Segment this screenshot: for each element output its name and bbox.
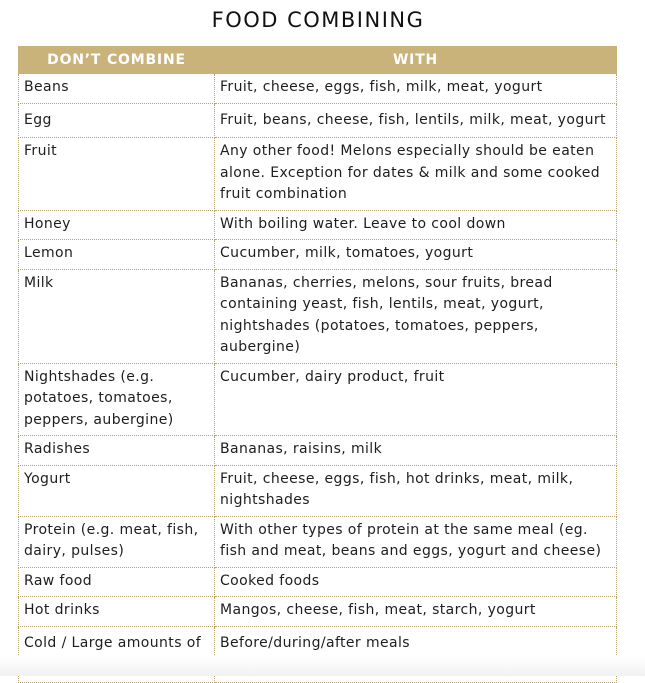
item-cell: Nightshades (e.g. potatoes, tomatoes, peppers, aubergine) bbox=[19, 363, 215, 436]
table-row bbox=[19, 240, 617, 270]
table-row bbox=[19, 363, 617, 436]
item-cell: Yogurt bbox=[19, 465, 215, 516]
table-row bbox=[19, 210, 617, 240]
with-cell: Fruit, cheese, eggs, fish, milk, meat, yogurt bbox=[215, 74, 617, 104]
with-cell: Cucumber, milk, tomatoes, yogurt bbox=[215, 240, 617, 270]
item-cell: Hot drinks bbox=[19, 597, 215, 627]
item-cell: Egg bbox=[19, 103, 215, 138]
food-combining-table bbox=[18, 46, 617, 683]
with-cell: Bananas, raisins, milk bbox=[215, 436, 617, 466]
with-cell: Cooked foods bbox=[215, 567, 617, 597]
item-cell: Milk bbox=[19, 269, 215, 363]
item-cell: Fruit bbox=[19, 138, 215, 211]
item-cell: Cold / Large amounts of bbox=[19, 626, 215, 682]
table-row bbox=[19, 138, 617, 211]
header-with: WITH bbox=[215, 47, 617, 74]
with-cell: Cucumber, dairy product, fruit bbox=[215, 363, 617, 436]
with-cell: With boiling water. Leave to cool down bbox=[215, 210, 617, 240]
table-row bbox=[19, 74, 617, 104]
table-header-row bbox=[19, 47, 617, 74]
table-row bbox=[19, 269, 617, 363]
table-row bbox=[19, 567, 617, 597]
page-title: FOOD COMBINING bbox=[211, 8, 425, 32]
with-cell: Fruit, beans, cheese, fish, lentils, milk, meat, yogurt bbox=[215, 103, 617, 138]
item-cell: Raw food bbox=[19, 567, 215, 597]
item-cell: Beans bbox=[19, 74, 215, 104]
item-cell: Radishes bbox=[19, 436, 215, 466]
item-cell: Protein (e.g. meat, fish, dairy, pulses) bbox=[19, 516, 215, 567]
table-row bbox=[19, 597, 617, 627]
with-cell: Before/during/after meals bbox=[215, 626, 617, 682]
with-cell: With other types of protein at the same meal (eg. fish and meat, beans and eggs, yogurt and cheese) bbox=[215, 516, 617, 567]
with-cell: Any other food! Melons especially should be eaten alone. Exception for dates & milk and some cooked fruit combination bbox=[215, 138, 617, 211]
with-cell: Mangos, cheese, fish, meat, starch, yogurt bbox=[215, 597, 617, 627]
table-row bbox=[19, 465, 617, 516]
table-row bbox=[19, 436, 617, 466]
table-row bbox=[19, 516, 617, 567]
page-bottom-shadow bbox=[0, 656, 645, 676]
with-cell: Bananas, cherries, melons, sour fruits, bread containing yeast, fish, lentils, meat, yogurt, nightshades (potatoes, tomatoes, peppers, aubergine) bbox=[215, 269, 617, 363]
item-cell: Honey bbox=[19, 210, 215, 240]
item-cell: Lemon bbox=[19, 240, 215, 270]
table-row bbox=[19, 103, 617, 138]
with-cell: Fruit, cheese, eggs, fish, hot drinks, meat, milk, nightshades bbox=[215, 465, 617, 516]
header-dont-combine: DON’T COMBINE bbox=[19, 47, 215, 74]
